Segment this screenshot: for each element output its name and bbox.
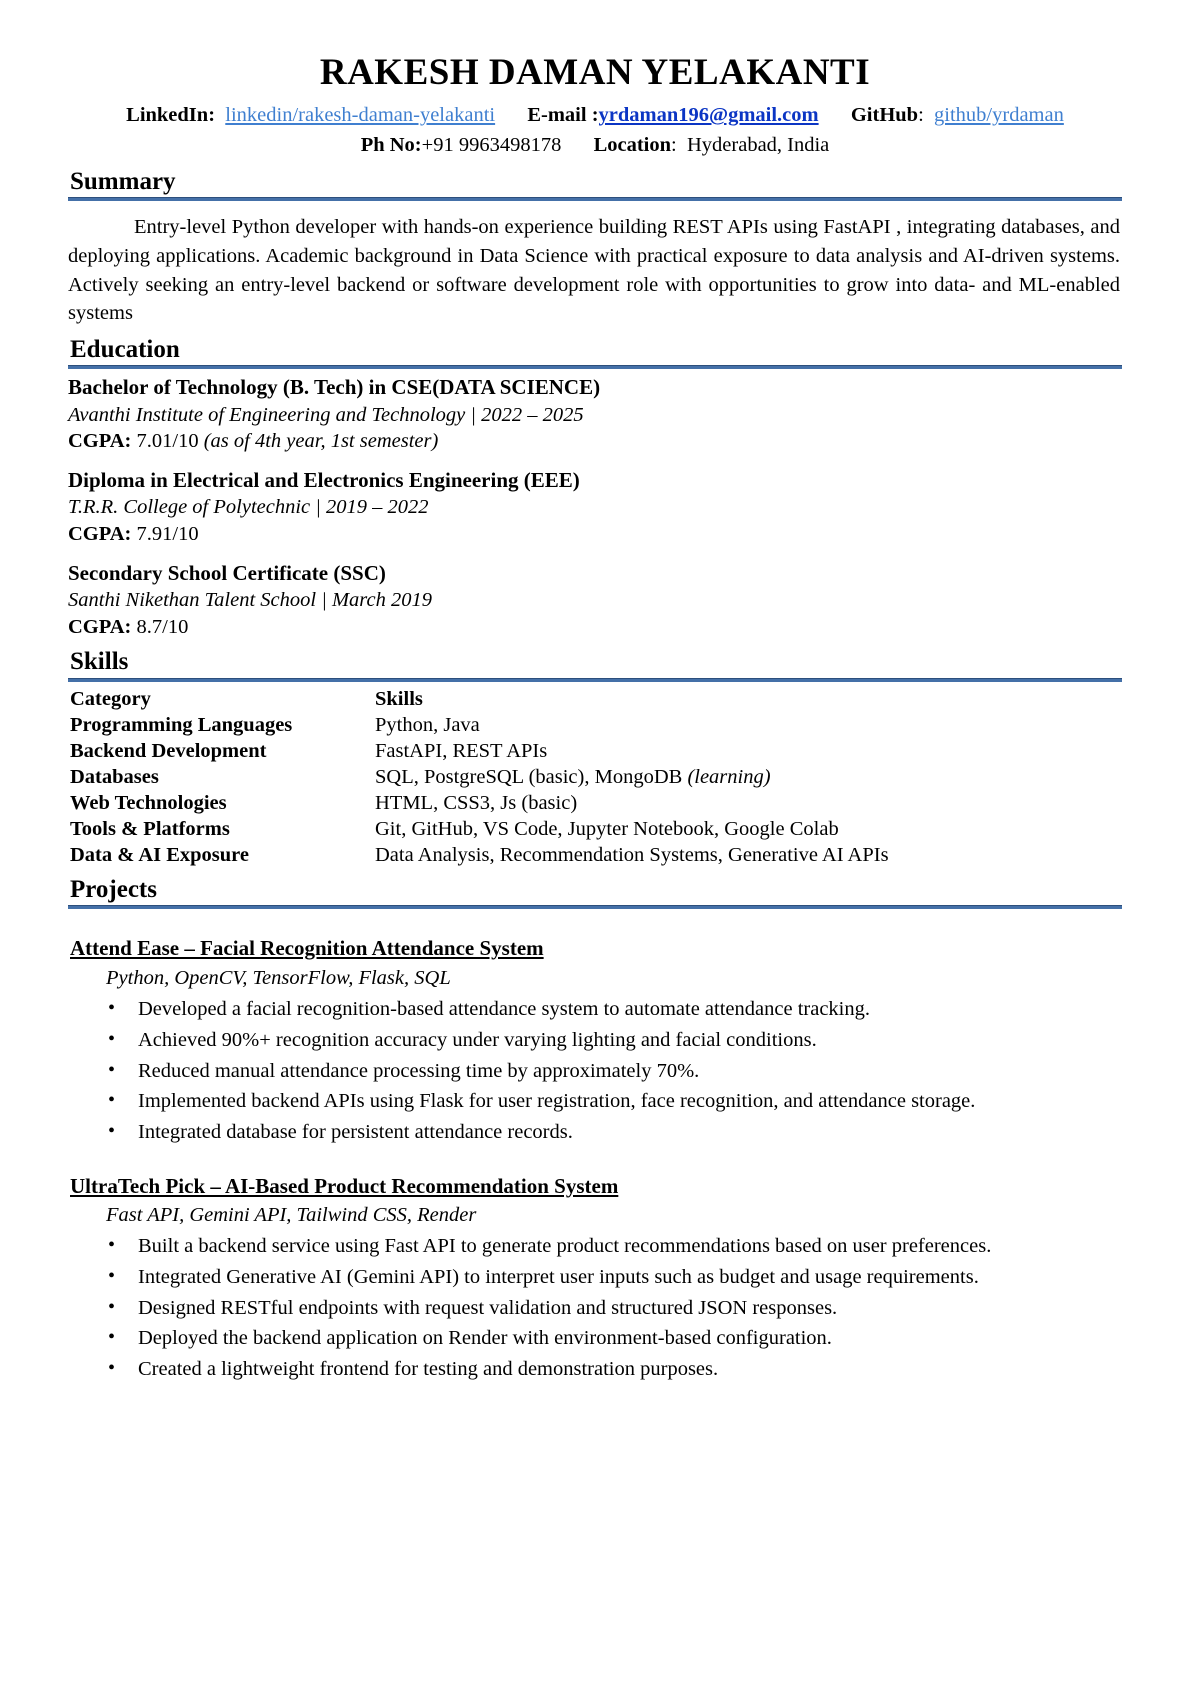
candidate-name: RAKESH DAMAN YELAKANTI xyxy=(319,52,871,93)
skill-value xyxy=(375,738,1122,764)
skill-value-text: HTML, CSS3, Js (basic) xyxy=(375,791,578,814)
table-row xyxy=(68,712,1122,738)
section-title-skills: Skills xyxy=(70,648,129,676)
cgpa-label: CGPA: xyxy=(68,522,132,545)
cgpa-value: 8.7/10 xyxy=(136,615,189,638)
table-row xyxy=(68,790,1122,816)
skill-value xyxy=(375,712,1122,738)
section-education xyxy=(68,335,1122,640)
project-bullet: • Created a lightweight frontend for testing and demonstration purposes. xyxy=(68,1355,1122,1384)
project-bullet: • Reduced manual attendance processing time by approximately 70%. xyxy=(68,1057,1122,1086)
cgpa-value: 7.01/10 xyxy=(136,430,199,453)
project-tech-stack: Fast API, Gemini API, Tailwind CSS, Render xyxy=(106,1203,477,1226)
project-entry xyxy=(68,935,1122,1146)
education-degree: Bachelor of Technology (B. Tech) in CSE(DATA SCIENCE) xyxy=(68,375,601,400)
column-header-category: Category xyxy=(70,687,151,710)
skill-value xyxy=(375,764,1122,790)
github-link[interactable]: github/yrdaman xyxy=(934,104,1064,127)
project-bullet: • Designed RESTful endpoints with request validation and structured JSON responses. xyxy=(68,1294,1122,1323)
section-rule xyxy=(68,678,1122,682)
project-bullet-list xyxy=(68,995,1122,1146)
project-bullet-list xyxy=(68,1232,1122,1383)
email-link[interactable]: yrdaman196@gmail.com xyxy=(598,104,819,127)
section-title-projects: Projects xyxy=(70,875,157,903)
skill-value-note: (learning) xyxy=(687,765,771,788)
cgpa-note: (as of 4th year, 1st semester) xyxy=(203,430,439,453)
project-bullet: • Integrated database for persistent attendance records. xyxy=(68,1118,1122,1147)
skill-value-text: Data Analysis, Recommendation Systems, Generative AI APIs xyxy=(375,843,889,866)
table-row xyxy=(68,764,1122,790)
section-rule xyxy=(68,905,1122,909)
education-cgpa xyxy=(68,614,1122,641)
location-label: Location xyxy=(593,133,672,156)
linkedin-link[interactable]: linkedin/rakesh-daman-yelakanti xyxy=(225,104,496,127)
education-school: Santhi Nikethan Talent School | March 2019 xyxy=(68,588,432,611)
location-separator: : xyxy=(671,133,677,156)
skill-value-text: Git, GitHub, VS Code, Jupyter Notebook, Google Colab xyxy=(375,817,839,840)
table-row xyxy=(68,842,1122,868)
linkedin-label: LinkedIn: xyxy=(126,104,216,127)
education-school: Avanthi Institute of Engineering and Technology | 2022 – 2025 xyxy=(68,403,584,426)
skill-value-text: FastAPI, REST APIs xyxy=(375,739,548,762)
skill-category: Programming Languages xyxy=(70,713,293,736)
contact-line-primary xyxy=(68,101,1122,130)
project-bullet: • Achieved 90%+ recognition accuracy under varying lighting and facial conditions. xyxy=(68,1026,1122,1055)
education-cgpa xyxy=(68,521,1122,548)
education-entry xyxy=(68,467,1122,548)
skills-table xyxy=(68,686,1122,868)
table-row xyxy=(68,738,1122,764)
education-cgpa xyxy=(68,428,1122,455)
phone-label: Ph No: xyxy=(360,133,422,156)
section-rule xyxy=(68,365,1122,369)
skill-category: Backend Development xyxy=(70,739,267,762)
column-header-skills: Skills xyxy=(375,687,423,710)
section-title-summary: Summary xyxy=(70,167,176,195)
education-degree: Diploma in Electrical and Electronics Engineering (EEE) xyxy=(68,467,580,492)
section-rule xyxy=(68,197,1122,201)
phone-value: +91 9963498178 xyxy=(421,133,562,156)
education-school: T.R.R. College of Polytechnic | 2019 – 2022 xyxy=(68,496,429,519)
project-title: UltraTech Pick – AI-Based Product Recommendation System xyxy=(70,1173,619,1198)
project-bullet: • Developed a facial recognition-based attendance system to automate attendance tracking. xyxy=(68,995,1122,1024)
table-row xyxy=(68,816,1122,842)
skill-category: Databases xyxy=(70,765,159,788)
section-title-education: Education xyxy=(70,335,180,363)
cgpa-label: CGPA: xyxy=(68,615,132,638)
project-bullet: • Implemented backend APIs using Flask for user registration, face recognition, and attendance storage. xyxy=(68,1087,1122,1116)
skill-category: Data & AI Exposure xyxy=(70,843,250,866)
skill-value xyxy=(375,790,1122,816)
education-entry xyxy=(68,374,1122,455)
project-bullet: • Deployed the backend application on Render with environment-based configuration. xyxy=(68,1324,1122,1353)
skill-value xyxy=(375,816,1122,842)
github-separator: : xyxy=(918,104,924,127)
skill-category: Tools & Platforms xyxy=(70,817,230,840)
section-projects xyxy=(68,875,1122,1384)
cgpa-value: 7.91/10 xyxy=(136,522,199,545)
project-bullet: • Built a backend service using Fast API to generate product recommendations based on user preferences. xyxy=(68,1232,1122,1261)
project-tech-stack: Python, OpenCV, TensorFlow, Flask, SQL xyxy=(106,966,451,989)
project-entry xyxy=(68,1173,1122,1384)
section-summary xyxy=(68,167,1122,328)
education-degree: Secondary School Certificate (SSC) xyxy=(68,560,386,585)
skill-value xyxy=(375,842,1122,868)
project-bullet: • Integrated Generative AI (Gemini API) to interpret user inputs such as budget and usage requirements. xyxy=(68,1263,1122,1292)
section-skills xyxy=(68,647,1122,868)
email-label: E-mail : xyxy=(527,104,599,127)
location-value: Hyderabad, India xyxy=(686,133,830,156)
github-label: GitHub xyxy=(850,104,919,127)
skill-category: Web Technologies xyxy=(70,791,227,814)
project-title: Attend Ease – Facial Recognition Attendance System xyxy=(70,936,544,961)
skill-value-text: Python, Java xyxy=(375,713,480,736)
cgpa-label: CGPA: xyxy=(68,430,132,453)
skill-value-text: SQL, PostgreSQL (basic), MongoDB xyxy=(375,765,688,788)
table-header-row xyxy=(68,686,1122,712)
summary-text: Entry-level Python developer with hands-on experience building REST APIs using FastAPI , integrating databases, and deploying applications. Academic background in Data Science with practical exposure to data analysis and AI-driven systems. Actively seeking an entry-level backend or software development role with opportunities to grow into data- and ML-enabled systems xyxy=(68,216,1120,325)
education-entry xyxy=(68,560,1122,641)
contact-line-secondary xyxy=(68,131,1122,160)
resume-header xyxy=(68,52,1122,160)
